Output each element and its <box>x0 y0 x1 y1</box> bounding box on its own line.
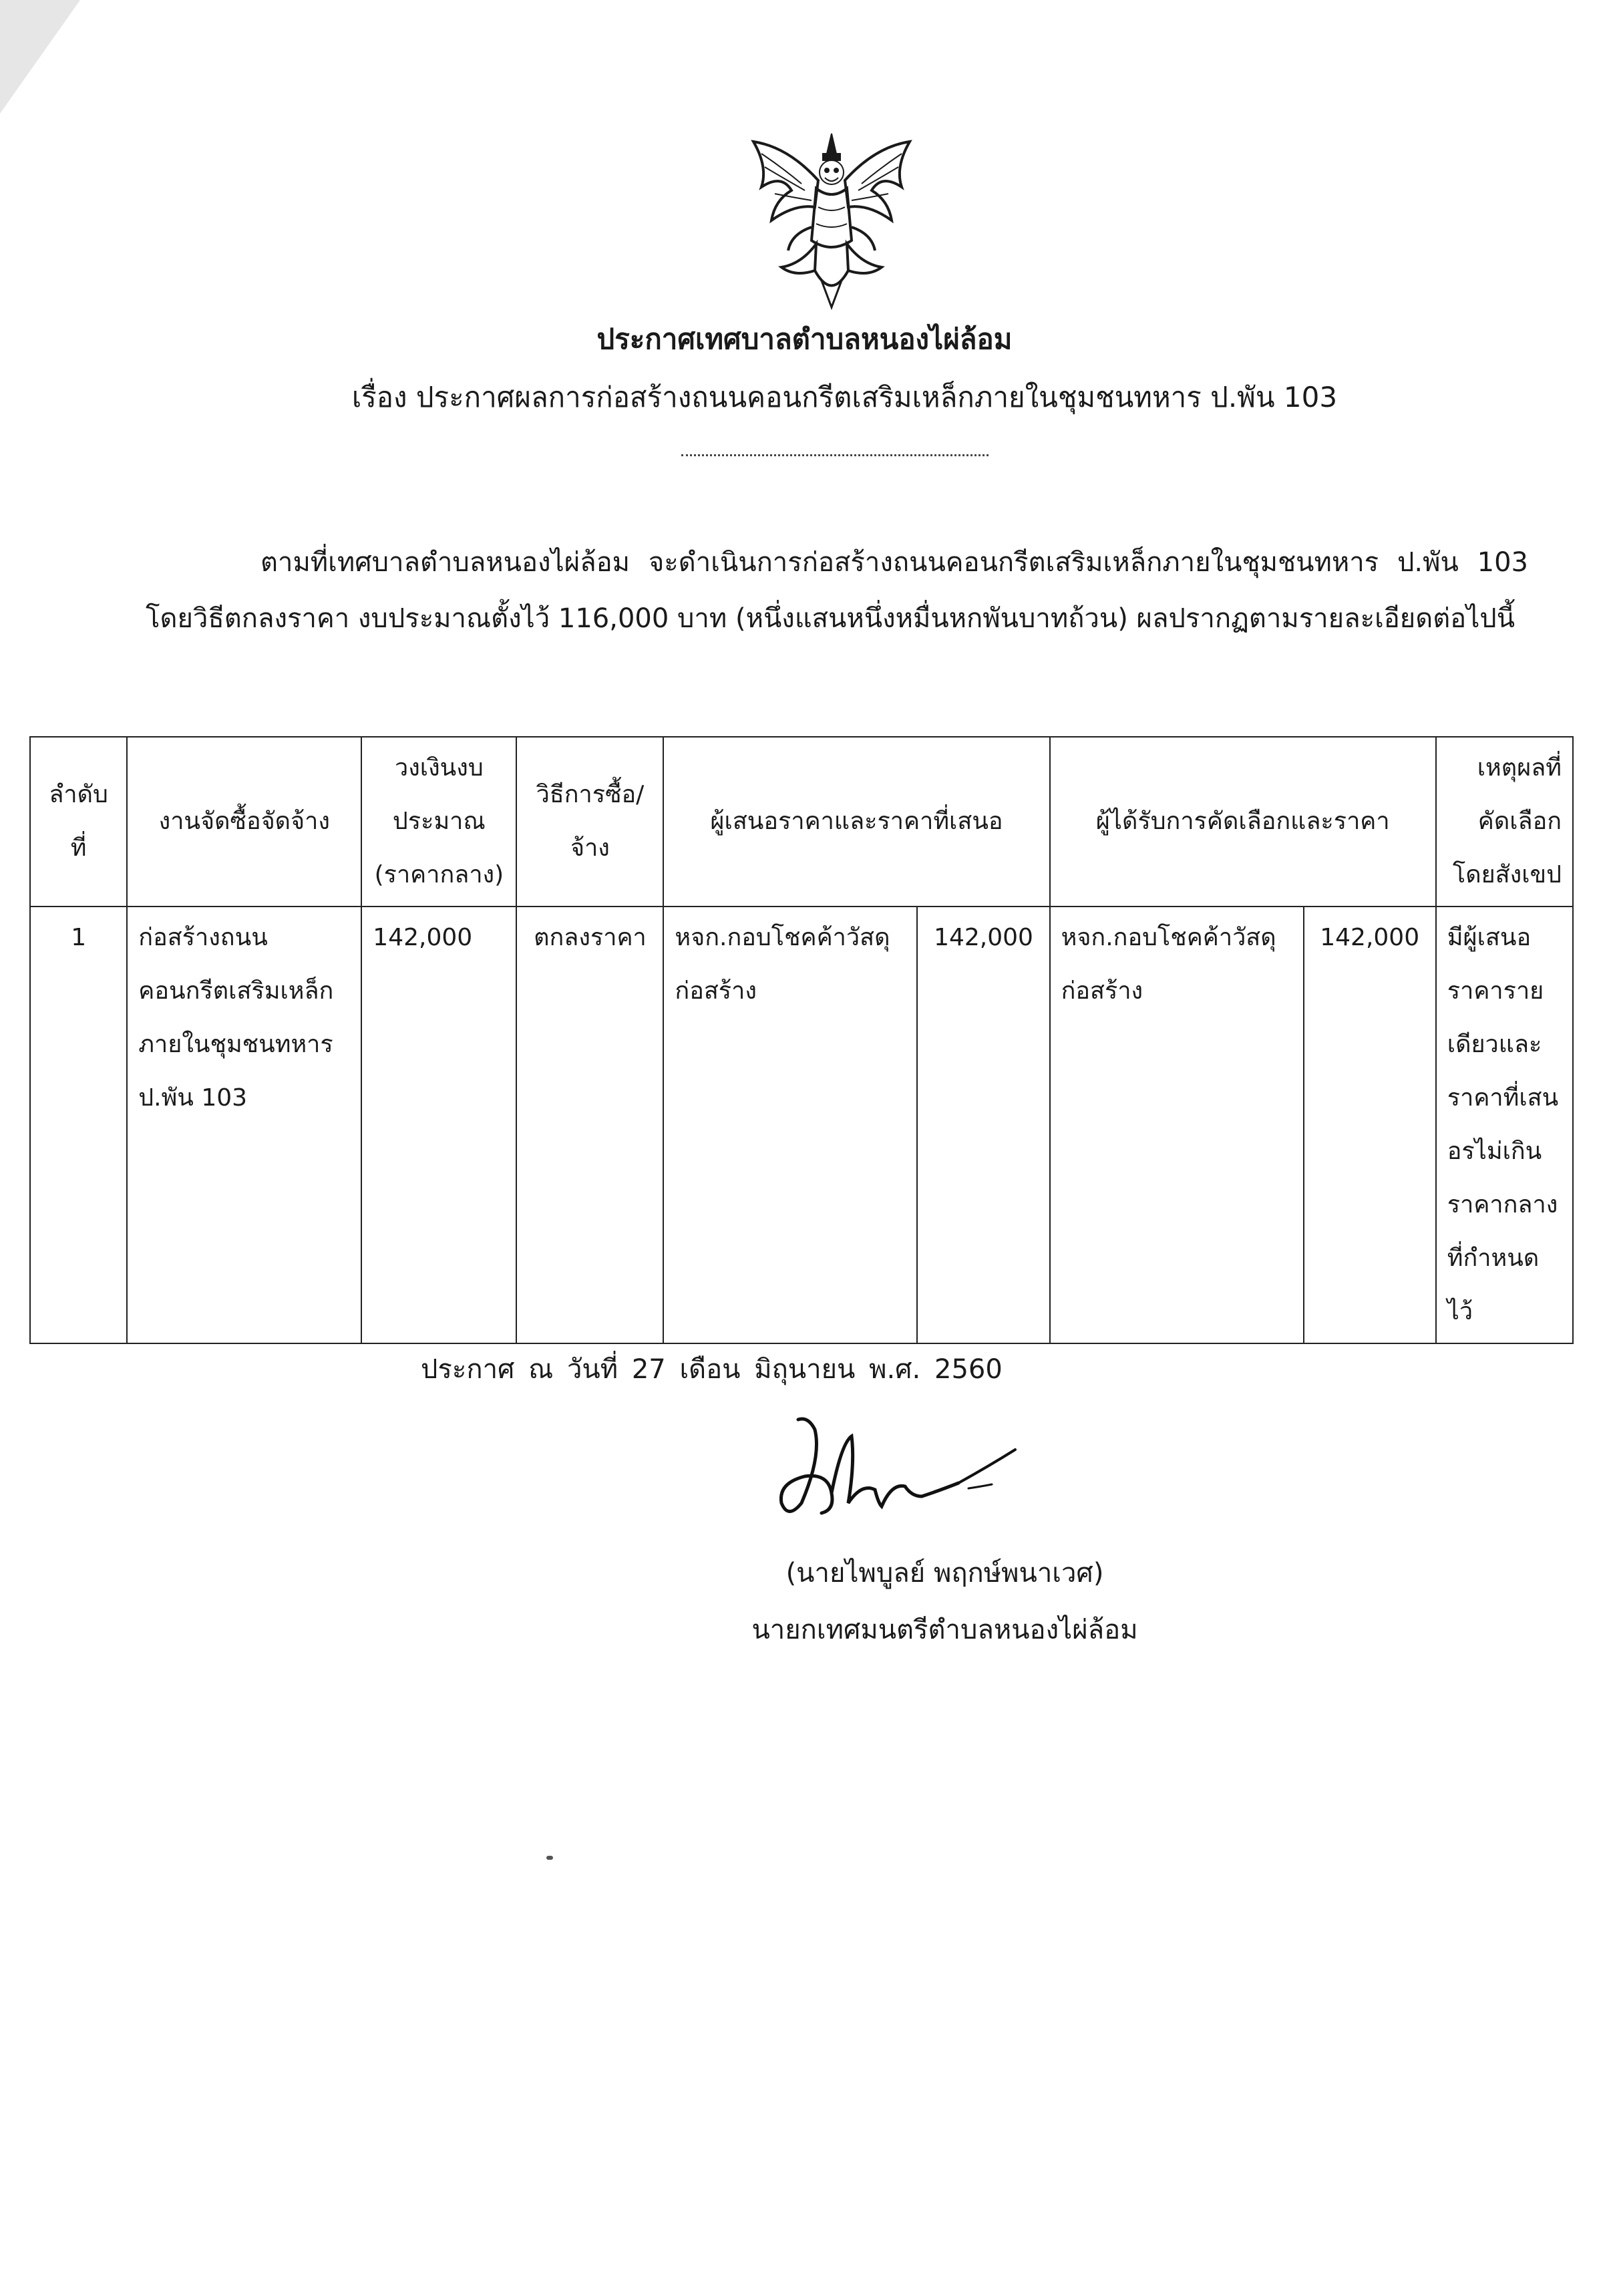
announcement-title: ประกาศเทศบาลตำบลหนองไผ่ล้อม <box>596 323 1013 355</box>
cell-task: ก่อสร้างถนนคอนกรีตเสริมเหล็กภายในชุมชนทหาร ป.พัน 103 <box>127 907 361 1343</box>
header-reason: เหตุผลที่คัดเลือกโดยสังเขป <box>1436 737 1573 907</box>
cell-winner-price: 142,000 <box>1304 907 1436 1343</box>
header-winner: ผู้ได้รับการคัดเลือกและราคา <box>1050 737 1436 907</box>
table-row <box>30 907 1573 1343</box>
header-task: งานจัดซื้อจัดจ้าง <box>127 737 361 907</box>
cell-budget: 142,000 <box>361 907 516 1343</box>
table-header-row <box>30 737 1573 907</box>
cell-winner-name: หจก.กอบโชคค้าวัสดุก่อสร้าง <box>1050 907 1304 1343</box>
cell-reason-text: มีผู้เสนอราคารายเดียวและราคาที่เสนอรไม่เกินราคากลางที่กำหนดไว้ <box>1447 924 1559 1325</box>
cell-method: ตกลงราคา <box>516 907 663 1343</box>
intro-paragraph-text: ตามที่เทศบาลตำบลหนองไผ่ล้อม จะดำเนินการก่อสร้างถนนคอนกรีตเสริมเหล็กภายในชุมชนทหาร ป.พัน 103 โดยวิธีตกลงราคา งบประมาณตั้งไว้ 116,000 บาท (หนึ่งแสนหนึ่งหมื่นหกพันบาทถ้วน) ผลปรากฏตามรายละเอียดต่อไปนี้ <box>146 547 1528 634</box>
announcement-subject: เรื่อง ประกาศผลการก่อสร้างถนนคอนกรีตเสริมเหล็กภายในชุมชนทหาร ป.พัน 103 <box>351 381 1338 414</box>
scan-speck <box>546 1856 553 1860</box>
intro-paragraph <box>146 534 1528 647</box>
dotted-divider <box>681 454 989 456</box>
header-no: ลำดับที่ <box>30 737 127 907</box>
header-bidders: ผู้เสนอราคาและราคาที่เสนอ <box>663 737 1049 907</box>
cell-no: 1 <box>30 907 127 1343</box>
procurement-result-table <box>29 736 1574 1344</box>
handwritten-signature <box>768 1403 1049 1536</box>
cell-bidder-name: หจก.กอบโชคค้าวัสดุก่อสร้าง <box>663 907 917 1343</box>
cell-bidder-price: 142,000 <box>917 907 1049 1343</box>
signer-title: นายกเทศมนตรีตำบลหนองไผ่ล้อม <box>751 1615 1138 1645</box>
signer-name: (นายไพบูลย์ พฤกษ์พนาเวศ) <box>785 1558 1104 1589</box>
announcement-date: ประกาศ ณ วันที่ 27 เดือน มิถุนายน พ.ศ. 2560 <box>421 1354 1003 1385</box>
header-method: วิธีการซื้อ/จ้าง <box>516 737 663 907</box>
garuda-emblem-icon <box>741 127 922 314</box>
folded-corner <box>0 0 80 114</box>
cell-reason <box>1436 907 1573 1343</box>
header-budget: วงเงินงบประมาณ (ราคากลาง) <box>361 737 516 907</box>
